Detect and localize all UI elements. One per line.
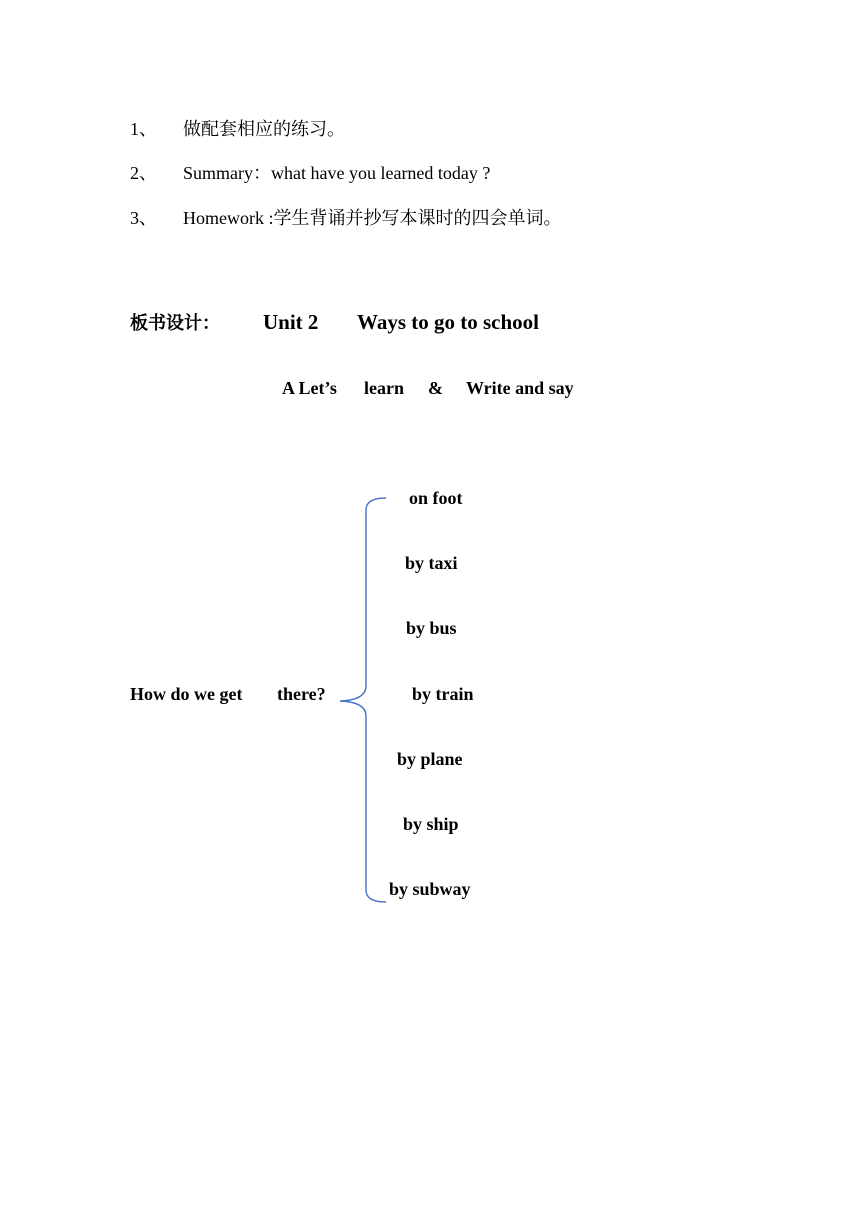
step-number: 2、 xyxy=(130,163,157,183)
step-text: Homework :学生背诵并抄写本课时的四会单词。 xyxy=(183,208,562,228)
option-item: by taxi xyxy=(405,553,458,573)
step-number: 1、 xyxy=(130,119,157,139)
lesson-write-and-say: Write and say xyxy=(466,378,574,398)
option-item: on foot xyxy=(409,488,463,508)
question-part1: How do we get xyxy=(130,684,243,704)
unit-number: Unit 2 xyxy=(263,310,319,334)
option-item: by ship xyxy=(403,814,459,834)
brace-connector xyxy=(336,490,396,910)
question-part2: there? xyxy=(277,684,326,704)
lesson-ampersand: & xyxy=(428,378,443,398)
option-item: by bus xyxy=(406,618,457,638)
step-number: 3、 xyxy=(130,208,157,228)
lesson-learn: learn xyxy=(364,378,404,398)
step-text: 做配套相应的练习。 xyxy=(183,119,345,139)
step-text: Summary：what have you learned today ? xyxy=(183,163,491,183)
lesson-part-a: A Let’s xyxy=(282,378,337,398)
unit-title: Ways to go to school xyxy=(357,310,540,334)
board-label: 板书设计： xyxy=(130,313,220,333)
option-item: by train xyxy=(412,684,474,704)
option-item: by plane xyxy=(397,749,463,769)
option-item: by subway xyxy=(389,879,471,899)
